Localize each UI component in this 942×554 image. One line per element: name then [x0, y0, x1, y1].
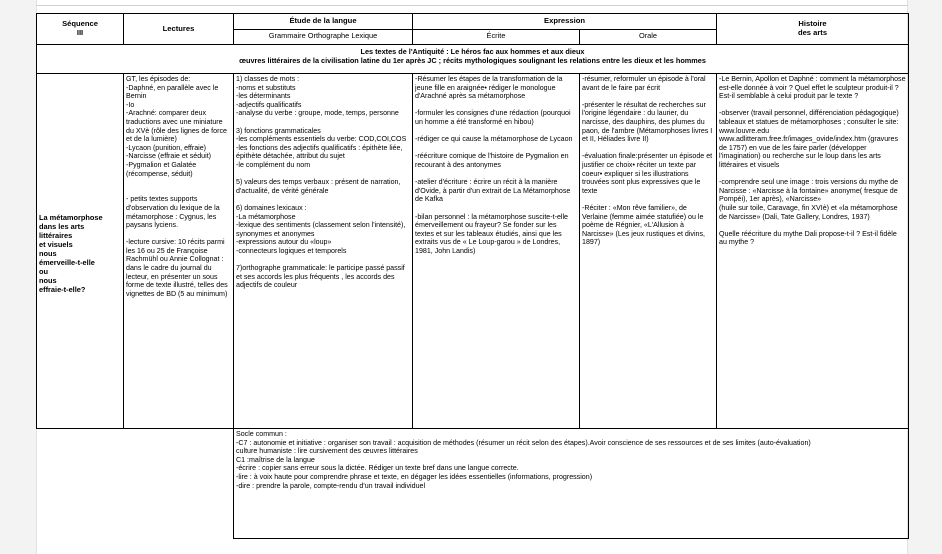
cell-socle-commun: Socle commun : -C7 : autonomie et initiative : organiser son travail : acquisition de méthodes (résumer un récit selon des étapes).Avoir conscience de ses ressources et de ses limites (auto-évaluation) culture humaniste : lire cursivement des œuvres littéraires C1 :maîtrise de la langue -écrire : copier sans erreur sous la dictée. Rédiger un texte bref dans une langue correcte. -lire : à voix haute pour comprendre phrase et texte, en dégager les idées essentielles (informations, progression) -dire : prendre la parole, compte-rendu d'un travail individuel	[234, 429, 909, 539]
header-lectures: Lectures	[124, 14, 234, 45]
header-histoire-arts: Histoire des arts	[717, 14, 909, 45]
theme-banner-line1: Les textes de l'Antiquité : Le héros fac aux hommes et aux dieux	[360, 47, 585, 56]
theme-banner	[37, 45, 909, 74]
header-etude-subcolumns: Grammaire Orthographe Lexique	[234, 30, 413, 45]
header-orale: Orale	[580, 30, 717, 45]
cell-expression-orale: -résumer, reformuler un épisode à l'oral avant de le faire par écrit -présenter le résultat de recherches sur l'origine légendaire : du laurier, du narcisse, des dauphins, des plumes du paon, de l'ambre (Métamorphoses livres I et II, Héliades livre II) -évaluation finale:présenter un épisode et justifier ce choix• réciter un texte par coeur• expliquer si les illustrations trouvées sont plus expressives que le texte -Réciter : «Mon rêve familier», de Verlaine (femme aimée statufiée) ou le poème de Régnier, «L'Allusion à Narcisse» (Les jeux rustiques et divins, 1897)	[580, 74, 717, 429]
sequence-table	[36, 13, 909, 539]
top-rule	[36, 5, 908, 6]
theme-banner-line2: œuvres littéraires de la civilisation latine du 1er après JC ; récits mythologiques soulignant les relations entre les dieux et les hommes	[239, 55, 706, 65]
header-etude-langue: Étude de la langue	[234, 14, 413, 30]
header-ecrite: Écrite	[413, 30, 580, 45]
page-margin-left	[0, 0, 37, 554]
header-sequence: Séquence III	[37, 14, 124, 45]
cell-expression-ecrite: -Résumer les étapes de la transformation de la jeune fille en araignée• rédiger le monologue d'Arachné après sa métamorphose -formuler les consignes d'une rédaction (pourquoi un homme a été transformé en hibou) -rédiger ce qui cause la métamorphose de Lycaon -réécriture comique de l'histoire de Pygmalion en recourant à des antonymes -atelier d'écriture : écrire un récit à la manière d'Ovide, à partir d'un extrait de La Métamorphose de Kafka -bilan personnel : la métamorphose suscite-t-elle émerveillement ou frayeur? Se fonder sur les textes et sur les tableaux étudiés, ainsi que les extraits vus de « Le Loup-garou » de Londres, 1981, John Landis)	[413, 74, 580, 429]
header-expression: Expression	[413, 14, 717, 30]
sequence-question: La métamorphose dans les arts littéraires et visuels nous émerveille-t-elle ou nous effraie-t-elle?	[37, 74, 124, 429]
page-margin-right	[907, 0, 942, 554]
cell-histoire-arts: -Le Bernin, Apollon et Daphné : comment la métamorphose est-elle donnée à voir ? Quel effet le sculpteur produit-il ? Est-il semblable à celui produit par le texte ? -observer (travail personnel, différenciation pédagogique) tableaux et statues de métamorphoses ; consulter le site: www.louvre.edu www.adlitteram.free.fr/images_ovide/index.htm (gravures de 1757) en vue de les faire parler (développer l'imagination) ou recherche sur le loup dans les arts littéraires et visuels -comprendre seul une image : trois versions du mythe de Narcisse : «Narcisse à la fontaine» anonyme( fresque de Pompéi), 1er après), «Narcisse» (huile sur toile, Caravage, fin XVIè) et «la métamorphose de Narcisse» (Dali, Tate Gallery, Londres, 1937) Quelle réécriture du mythe Dali propose-t-il ? Est-il fidèle au mythe ?	[717, 74, 909, 429]
cell-lectures: GT, les épisodes de: -Daphné, en parallèle avec le Bernin -Io -Arachné: comparer deux traductions avec une miniature du XVè (rôle des lignes de force et de la lumière) -Lycaon (punition, effraie) -Narcisse (effraie et séduit) -Pygmalion et Galatée (récompense, séduit) - petits textes supports d'observation du lexique de la métamorphose : Cygnus, les paysans lyciens. -lecture cursive: 10 récits parmi les 16 ou 25 de Françoise Rachmühl ou Annie Collognat : dans le cadre du journal du lecteur, en présenter un sous forme de texte illustré, telles des vignettes de BD (5 au minimum)	[124, 74, 234, 429]
socle-empty-left	[37, 429, 234, 539]
cell-etude-langue: 1) classes de mots : -noms et substituts -les déterminants -adjectifs qualificatifs -analyse du verbe : groupe, mode, temps, personne 3) fonctions grammaticales -les compléments essentiels du verbe: COD,COI,COS -les fonctions des adjectifs qualificatifs : épithète liée, épithète détachée, attribut du sujet -le complément du nom 5) valeurs des temps verbaux : présent de narration, d'actualité, de vérité générale 6) domaines lexicaux : -La métamorphose -lexique des sentiments (classement selon l'intensité), synonymes et anonymes -expressions autour du «loup» -connecteurs logiques et temporels 7)orthographe grammaticale: le participe passé passif et ses accords les plus fréquents , les accords des adjectifs de couleur	[234, 74, 413, 429]
